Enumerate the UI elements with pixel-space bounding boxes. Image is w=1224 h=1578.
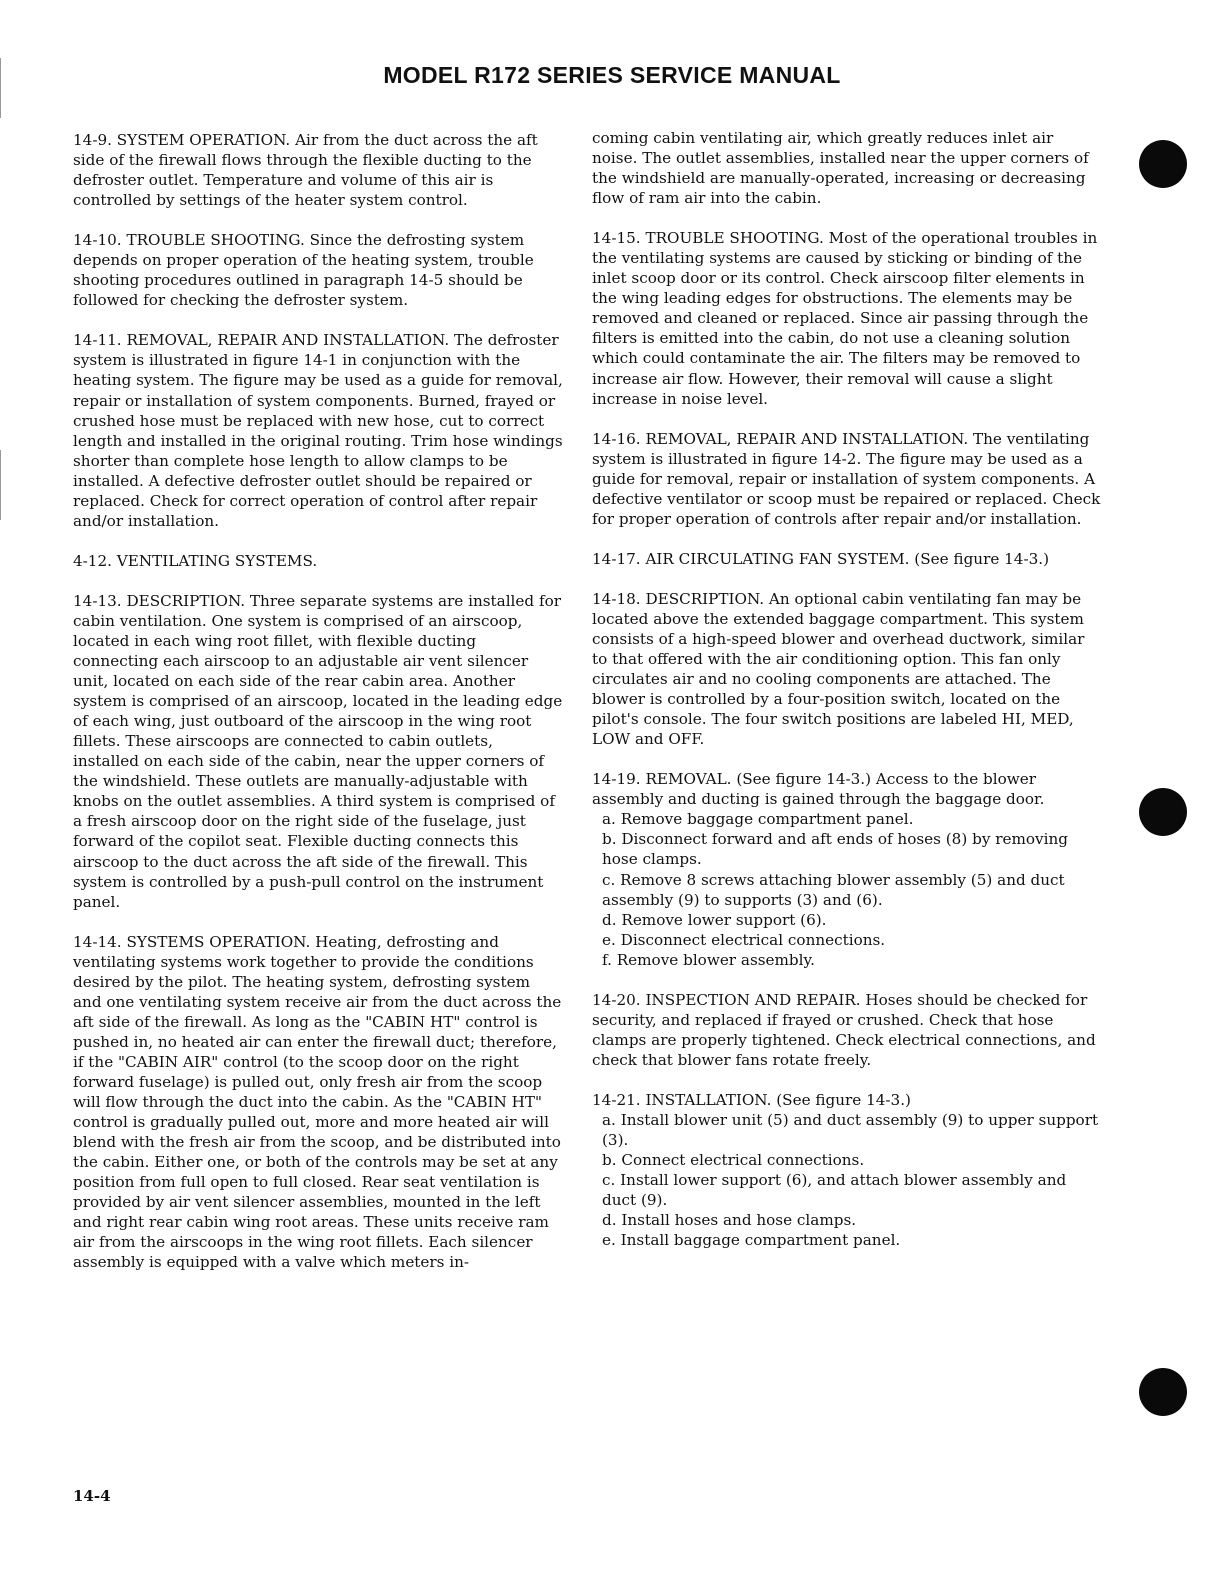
install-step: b. Connect electrical connections. — [602, 1151, 865, 1170]
section-heading-4-12: 4-12. VENTILATING SYSTEMS. — [73, 551, 318, 570]
paragraph-14-21: 14-21. INSTALLATION. (See figure 14-3.) — [592, 1090, 911, 1109]
punch-hole-icon — [1139, 140, 1187, 188]
install-step: a. Install blower unit (5) and duct assembly (9) to upper support (3). — [602, 1110, 1099, 1150]
paragraph-14-15: 14-15. TROUBLE SHOOTING. Most of the operational troubles in the ventilating systems are caused by sticking or binding of the inlet scoop door or its control. Check airscoop filter elements in the wing leading edges for obstructions. The elements may be removed and cleaned or replaced. Since air passing through the filters is emitted into the cabin, do not use a cleaning solution which could contaminate the air. The filters may be removed to increase air flow. However, their removal will cause a slight increase in noise level. — [592, 229, 1098, 408]
paragraph-14-19: 14-19. REMOVAL. (See figure 14-3.) Access to the blower assembly and ducting is gained through the baggage door. — [592, 770, 1045, 809]
paragraph-14-20: 14-20. INSPECTION AND REPAIR. Hoses should be checked for security, and replaced if frayed or crushed. Check that hose clamps are properly tightened. Check electrical connections, and check that blower fans rotate freely. — [592, 990, 1096, 1069]
paragraph-14-9: 14-9. SYSTEM OPERATION. Air from the duct across the aft side of the firewall flows through the flexible ducting to the defroster outlet. Temperature and volume of this air is controlled by settings of the heater system control. — [73, 131, 538, 210]
page-number: 14-4 — [73, 1487, 111, 1505]
punch-hole-icon — [1139, 788, 1187, 836]
removal-step: b. Disconnect forward and aft ends of hoses (8) by removing hose clamps. — [602, 830, 1068, 869]
page-title: MODEL R172 SERIES SERVICE MANUAL — [383, 62, 841, 88]
removal-step: e. Disconnect electrical connections. — [602, 930, 886, 949]
removal-step: d. Remove lower support (6). — [602, 910, 827, 929]
paragraph-14-10: 14-10. TROUBLE SHOOTING. Since the defrosting system depends on proper operation of the heating system, trouble shooting procedures outlined in paragraph 14-5 should be followed for checking the defroster system. — [73, 231, 534, 310]
removal-step: a. Remove baggage compartment panel. — [602, 810, 914, 829]
paragraph-14-16: 14-16. REMOVAL, REPAIR AND INSTALLATION. The ventilating system is illustrated in figure 14-2. The figure may be used as a guide for removal, repair or installation of system components. A defective ventilator or scoop must be repaired or replaced. Check for proper operation of controls after repair and/or installation. — [592, 429, 1101, 528]
left-column — [73, 130, 563, 1272]
install-step: d. Install hoses and hose clamps. — [602, 1211, 857, 1230]
scan-edge-mark — [0, 450, 1, 520]
removal-step: c. Remove 8 screws attaching blower assembly (5) and duct assembly (9) to supports (3) and (6). — [602, 870, 1065, 909]
install-step: c. Install lower support (6), and attach blower assembly and duct (9). — [602, 1171, 1067, 1210]
right-column — [592, 128, 1102, 1250]
scan-edge-mark — [0, 58, 1, 118]
paragraph-continuation: coming cabin ventilating air, which greatly reduces inlet air noise. The outlet assemblies, installed near the upper corners of the windshield are manually-operated, increasing or decreasing flow of ram air into the cabin. — [592, 129, 1089, 208]
paragraph-14-13: 14-13. DESCRIPTION. Three separate systems are installed for cabin ventilation. One system is comprised of an airscoop, located in each wing root fillet, with flexible ducting connecting each airscoop to an adjustable air vent silencer unit, located on each side of the rear cabin area. Another system is comprised of an airscoop, located in the leading edge of each wing, just outboard of the airscoop in the wing root fillets. These airscoops are connected to cabin outlets, installed on each side of the cabin, near the upper corners of the windshield. These outlets are manually-adjustable with knobs on the outlet assemblies. A third system is comprised of a fresh airscoop door on the right side of the fuselage, just forward of the copilot seat. Flexible ducting connects this airscoop to the duct across the aft side of the firewall. This system is controlled by a push-pull control on the instrument panel. — [73, 591, 563, 911]
paragraph-14-18: 14-18. DESCRIPTION. An optional cabin ventilating fan may be located above the extended baggage compartment. This system consists of a high-speed blower and overhead ductwork, similar to that offered with the air conditioning option. This fan only circulates air and no cooling components are attached. The blower is controlled by a four-position switch, located on the pilot's console. The four switch positions are labeled HI, MED, LOW and OFF. — [592, 589, 1085, 749]
paragraph-14-11: 14-11. REMOVAL, REPAIR AND INSTALLATION. The defroster system is illustrated in figure 14-1 in conjunction with the heating system. The figure may be used as a guide for removal, repair or installation of system components. Burned, frayed or crushed hose must be replaced with new hose, cut to correct length and installed in the original routing. Trim hose windings shorter than complete hose length to allow clamps to be installed. A defective defroster outlet should be repaired or replaced. Check for correct operation of control after repair and/or installation. — [73, 331, 563, 530]
paragraph-14-17: 14-17. AIR CIRCULATING FAN SYSTEM. (See figure 14-3.) — [592, 549, 1050, 568]
removal-step: f. Remove blower assembly. — [602, 950, 815, 969]
paragraph-14-14: 14-14. SYSTEMS OPERATION. Heating, defrosting and ventilating systems work together to provide the conditions desired by the pilot. The heating system, defrosting system and one ventilating system receive air from the duct across the aft side of the firewall. As long as the "CABIN HT" control is pushed in, no heated air can enter the firewall duct; therefore, if the "CABIN AIR" control (to the scoop door on the right forward fuselage) is pulled out, only fresh air from the scoop will flow through the duct into the cabin. As the "CABIN HT" control is gradually pulled out, more and more heated air will blend with the fresh air from the scoop, and be distributed into the cabin. Either one, or both of the controls may be set at any position from full open to full closed. Rear seat ventilation is provided by air vent silencer assemblies, mounted in the left and right rear cabin wing root areas. These units receive ram air from the airscoops in the wing root fillets. Each silencer assembly is equipped with a valve which meters in- — [73, 932, 562, 1272]
punch-hole-icon — [1139, 1368, 1187, 1416]
install-step: e. Install baggage compartment panel. — [602, 1231, 901, 1250]
